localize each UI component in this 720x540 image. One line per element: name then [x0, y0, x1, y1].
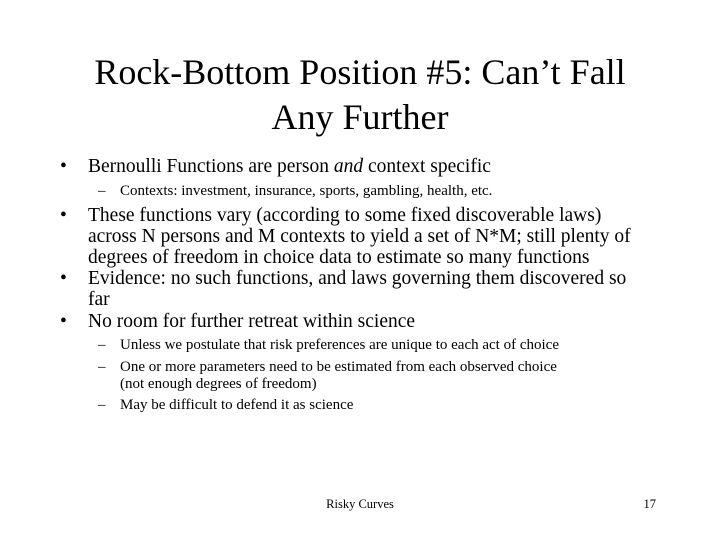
sub-bullet-item	[98, 359, 660, 393]
slide-title	[40, 50, 680, 140]
page-number: 17	[643, 497, 656, 511]
bullet-marker: •	[60, 156, 67, 177]
sub-bullet-text-line: (not enough degrees of freedom)	[120, 376, 317, 392]
bullet-marker: •	[60, 311, 67, 332]
sub-bullet-marker: –	[98, 397, 106, 413]
bullet-text-line: Evidence: no such functions, and laws governing them discovered so	[88, 268, 627, 289]
bullet-item	[60, 311, 663, 332]
bullet-item	[60, 156, 663, 177]
sub-bullet-text: Contexts: investment, insurance, sports, gambling, health, etc.	[120, 183, 493, 199]
sub-bullet-item	[98, 397, 660, 414]
bullet-item	[60, 205, 663, 268]
bullet-text: No room for further retreat within science	[88, 311, 416, 332]
sub-bullet-text-line: One or more parameters need to be estimated from each observed choice	[120, 359, 557, 375]
bullet-text-line: degrees of freedom in choice data to estimate so many functions	[88, 247, 590, 268]
bullet-text-line: across N persons and M contexts to yield a set of N*M; still plenty of	[88, 226, 631, 247]
bullet-marker: •	[60, 268, 67, 289]
title-line-2: Any Further	[271, 97, 449, 137]
bullet-marker: •	[60, 205, 67, 226]
bullet-text-line: These functions vary (according to some fixed discoverable laws)	[88, 205, 602, 226]
bullet-text-emphasis: and	[333, 156, 364, 177]
sub-bullet-text: May be difficult to defend it as science	[120, 397, 354, 413]
footer-title: Risky Curves	[326, 497, 394, 511]
bullet-text-pre: Bernoulli Functions are person	[88, 156, 334, 177]
sub-bullet-marker: –	[98, 183, 106, 199]
sub-bullet-item	[98, 337, 660, 354]
title-line-1: Rock-Bottom Position #5: Can’t Fall	[94, 52, 626, 92]
sub-bullet-marker: –	[98, 359, 106, 375]
bullet-item	[60, 268, 663, 310]
bullet-text-post: context specific	[363, 156, 491, 177]
bullet-text-line: far	[88, 289, 110, 310]
sub-bullet-text: Unless we postulate that risk preferences are unique to each act of choice	[120, 337, 559, 353]
sub-bullet-item	[98, 183, 660, 200]
sub-bullet-marker: –	[98, 337, 106, 353]
